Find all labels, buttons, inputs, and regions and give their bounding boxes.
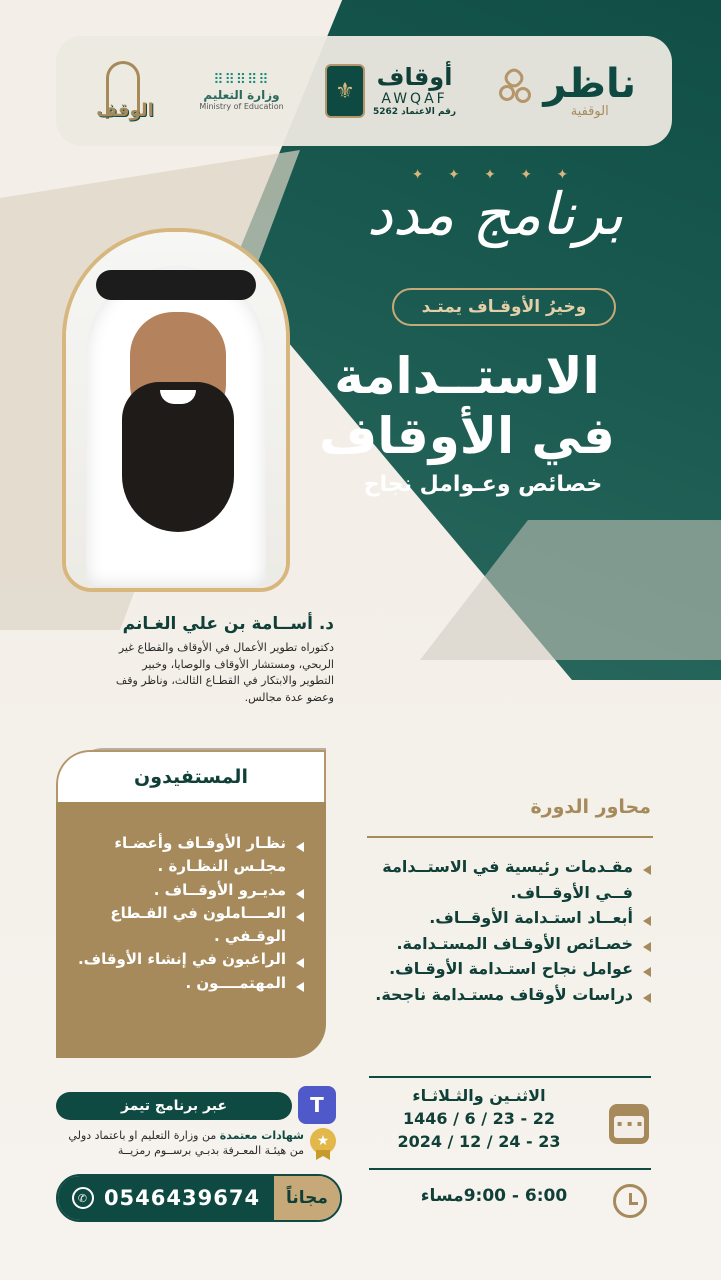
- program-tagline: وخيرُ الأوقـاف يمتـد: [392, 288, 616, 326]
- certificates-text: من وزارة التعليم او باعتماد دولي من هيئـة المعـرفة بدبـي برســوم رمزيــة: [68, 1129, 304, 1158]
- schedule-dates: [369, 1084, 589, 1154]
- topics-title: محاور الدورة: [530, 796, 651, 818]
- certificates-note: [56, 1128, 304, 1159]
- free-label: مجاناً: [274, 1176, 340, 1220]
- list-item: عوامل نجاح استـدامة الأوقـاف.: [361, 956, 651, 982]
- beneficiaries-list: [56, 802, 326, 1058]
- moe-ar: وزارة التعليم: [203, 87, 280, 102]
- moe-pattern-icon: ⠿⠿⠿⠿⠿: [213, 71, 270, 88]
- header-logos: [56, 36, 672, 146]
- clock-icon: [613, 1184, 647, 1218]
- list-item: المهتمــــون .: [72, 972, 304, 995]
- calligraphy-ornament-icon: ✦ ✦ ✦ ✦ ✦: [411, 167, 579, 183]
- moe-logo: [199, 72, 283, 111]
- list-item: أبعــاد استـدامة الأوقــاف.: [361, 905, 651, 931]
- schedule-days: الاثنـين والثـلاثـاء: [412, 1086, 546, 1105]
- certificates-bold: شهادات معتمدة: [219, 1129, 304, 1142]
- list-item: العــــاملون في القـطاع الوقـفي .: [72, 902, 304, 949]
- contact-bar[interactable]: [56, 1174, 342, 1222]
- medal-icon: ★: [310, 1128, 336, 1154]
- palm-swords-icon: ⚜: [325, 64, 365, 118]
- nazer-sub: الوقفية: [570, 103, 609, 119]
- speaker-name: د. أســامة بن علي الغـانم: [122, 614, 334, 634]
- program-calligraphy-text: برنامج مدد: [366, 180, 624, 249]
- title-line-1: الاستــدامة: [334, 347, 600, 405]
- teams-icon: T: [298, 1086, 336, 1124]
- awqaf-en: AWQAF: [381, 90, 448, 107]
- title-line-2: في الأوقاف: [319, 407, 615, 465]
- nazer-logo: [497, 60, 636, 119]
- speaker-photo: [62, 228, 290, 592]
- list-item: خصـائص الأوقـاف المستـدامة.: [361, 931, 651, 957]
- list-item: مديـرو الأوقــاف .: [72, 879, 304, 902]
- schedule-hijri: 22 - 23 / 6 / 1446: [403, 1109, 555, 1129]
- topics-list: [361, 854, 651, 1008]
- omanaa-logo: [92, 61, 158, 121]
- list-item: الراغبون في إنشاء الأوقاف.: [72, 948, 304, 971]
- page-title: [297, 346, 637, 466]
- phone-number: 0546439674: [103, 1186, 261, 1210]
- teams-label: عبر برنامج تيمز: [56, 1092, 292, 1120]
- phone-number-link[interactable]: [58, 1176, 274, 1220]
- schedule-divider-mid: [369, 1168, 651, 1170]
- awqaf-ar: أوقاف: [376, 63, 453, 92]
- program-calligraphy: [365, 168, 625, 247]
- moe-en: Ministry of Education: [199, 101, 284, 111]
- nazer-name: ناظر: [543, 60, 636, 107]
- beneficiaries-card: [56, 750, 326, 1058]
- speaker-info: [114, 614, 334, 706]
- whatsapp-icon: ✆: [72, 1187, 94, 1209]
- page-subtitle: خصائص وعـوامل نجاح: [363, 472, 603, 497]
- omanaa-text: الوقف: [96, 100, 154, 121]
- awqaf-logo: [325, 64, 456, 118]
- schedule-gregorian: 23 - 24 / 12 / 2024: [397, 1132, 561, 1152]
- awqaf-license: رقم الاعتماد 5262: [372, 106, 457, 117]
- list-item: مقـدمات رئيسية في الاستــدامة فــي الأوقــاف.: [361, 854, 651, 905]
- list-item: نظـار الأوقـاف وأعضـاء مجلـس النظـارة .: [72, 832, 304, 879]
- schedule-time: 6:00 - 9:00مساء: [420, 1186, 568, 1206]
- list-item: دراسات لأوقاف مستـدامة ناجحة.: [361, 982, 651, 1008]
- topics-divider: [367, 836, 653, 838]
- speaker-bio: دكتوراه تطوير الأعمال في الأوقاف والقطاع غير الربحي، ومستشار الأوقاف والوصايا، وخبير التطوير والابتكار في القطـاع الثالث، وناظر وقف وعضو عدة مجالس.: [115, 641, 334, 704]
- beneficiaries-title: المستفيدون: [56, 750, 326, 802]
- calendar-icon: [609, 1104, 649, 1144]
- nazer-mark-icon: [497, 67, 535, 115]
- schedule-divider-top: [369, 1076, 651, 1078]
